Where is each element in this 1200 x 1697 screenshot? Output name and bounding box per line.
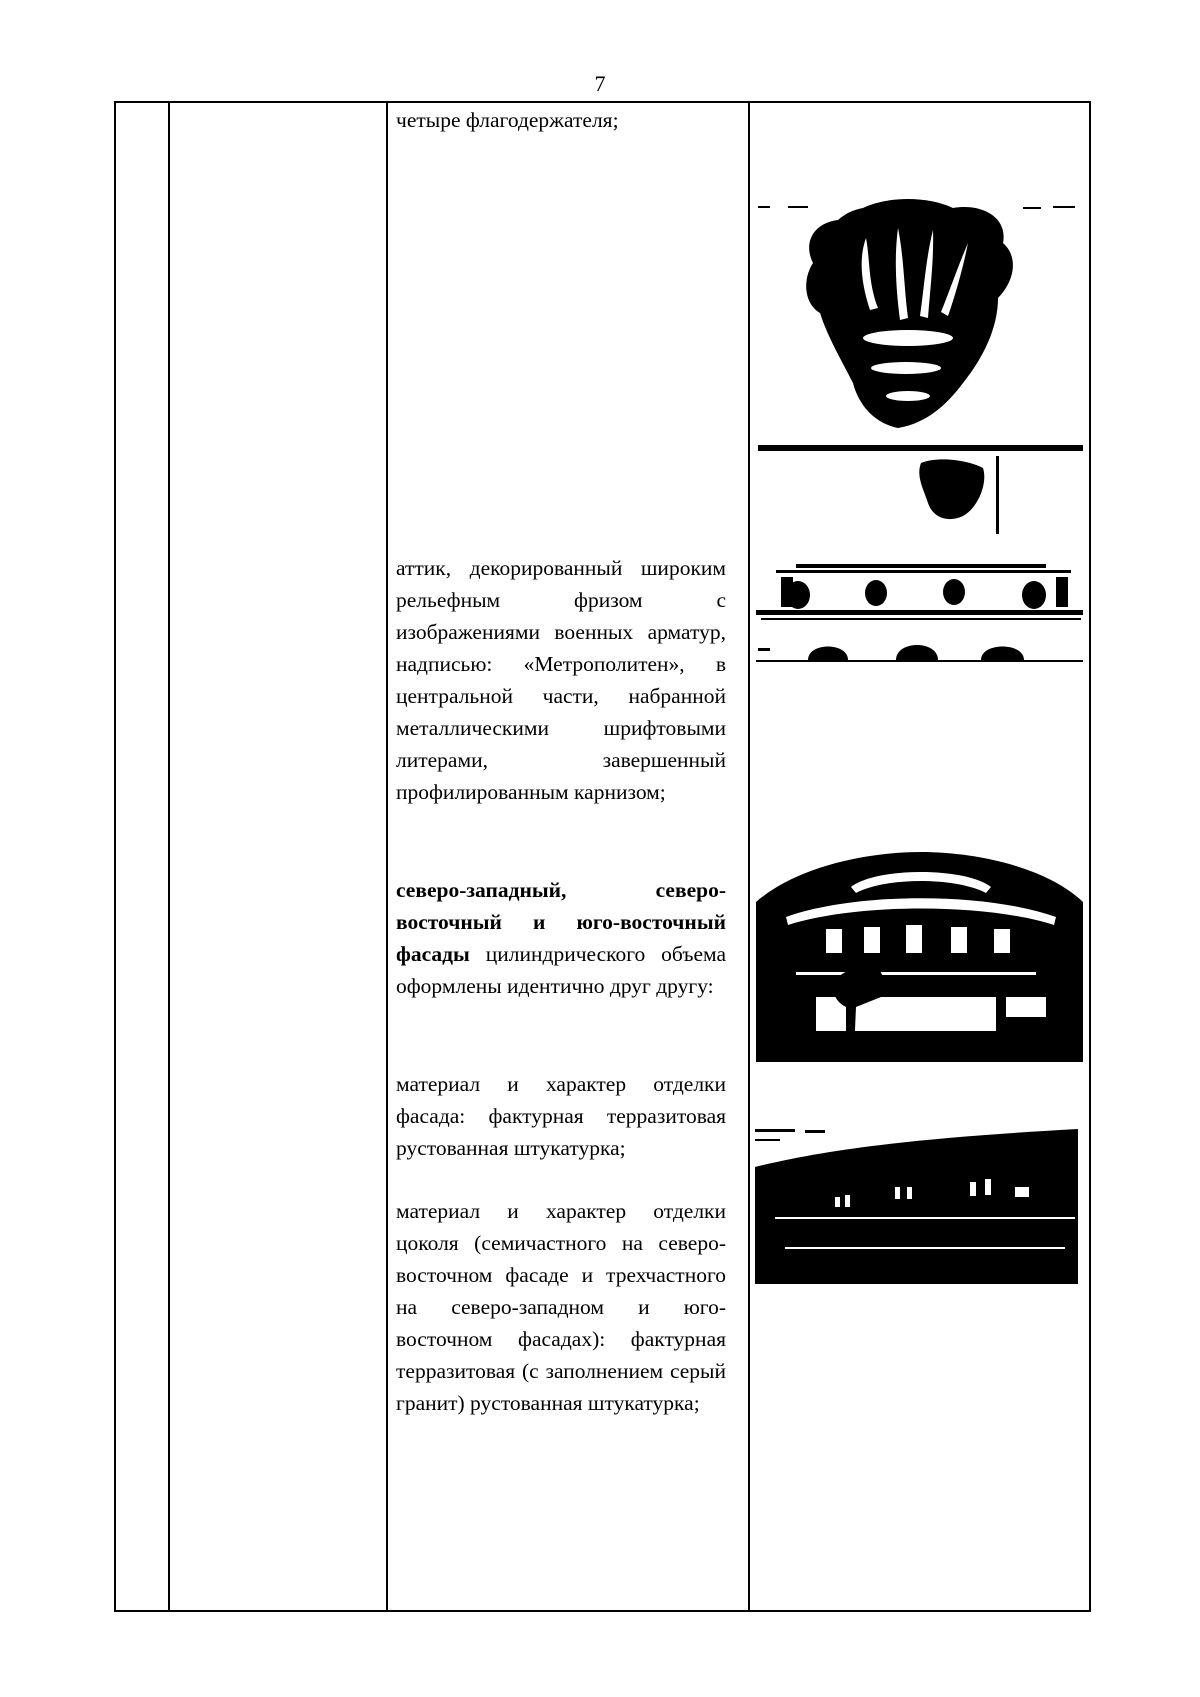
- column-divider-3: [748, 103, 750, 1610]
- flag-holder-photo: [758, 198, 1083, 534]
- plinth-finish-text: материал и характер отделки цоколя (семичастного на северо-восточном фасаде и трехчастного на северо-западном и юго-восточном фасадах): фактурная терразитовая (с заполнением серый гранит) рустованная штукатурка;: [396, 1199, 726, 1415]
- plinth-photo: [755, 1127, 1078, 1284]
- rotunda-photo: [756, 847, 1083, 1062]
- attic-photo: [756, 562, 1083, 664]
- flag-holders-text: четыре флагодержателя;: [396, 108, 619, 132]
- facades-bold-text: северо-западный, северо-восточный и юго-восточный фасады: [396, 878, 726, 966]
- column-divider-2: [386, 103, 388, 1610]
- facades-rest-text: цилиндрического объема оформлены идентично друг другу:: [396, 942, 726, 998]
- facades-text: [396, 874, 726, 1002]
- facade-finish-text: материал и характер отделки фасада: фактурная терразитовая рустованная штукатурка;: [396, 1072, 726, 1160]
- column-divider-1: [168, 103, 170, 1610]
- attic-text: аттик, декорированный широким рельефным фризом с изображениями военных арматур, надписью: «Метрополитен», в центральной части, набранной металлическими шрифтовыми литерами, завершенный профилированным карнизом;: [396, 556, 726, 804]
- page-number: 7: [594, 71, 606, 96]
